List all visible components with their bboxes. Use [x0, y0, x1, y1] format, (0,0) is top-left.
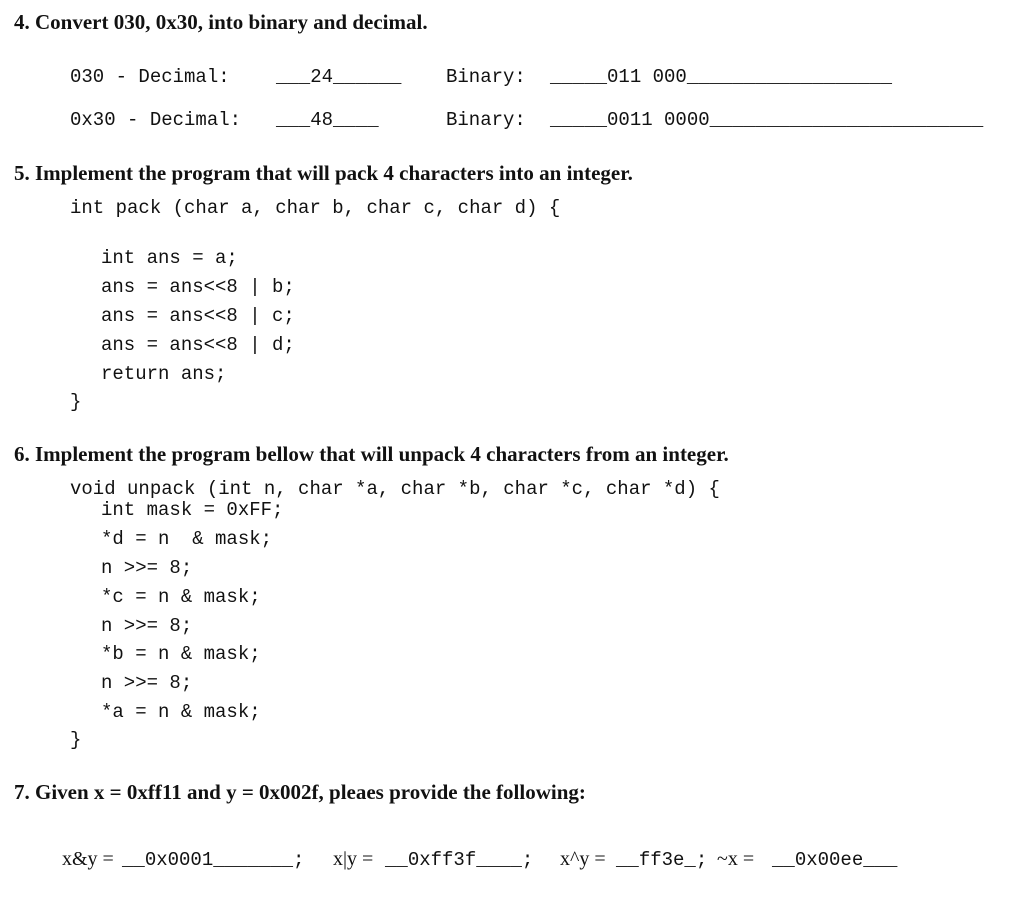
q6-function-signature: void unpack (int n, char *a, char *b, char *c, char *d) {: [70, 478, 720, 500]
q4-binary-answer: _____011 000__________________: [550, 66, 893, 88]
closing-brace: }: [70, 391, 82, 413]
code-line: ans = ans<<8 | b;: [101, 276, 295, 298]
q5-function-signature: int pack (char a, char b, char c, char d) {: [70, 197, 561, 219]
q4-binary-label: Binary:: [446, 109, 526, 131]
closing-brace: }: [70, 729, 82, 751]
q4-row-label: 030 - Decimal:: [70, 66, 230, 88]
code-line: n >>= 8;: [101, 557, 193, 579]
question-4-title: 4. Convert 030, 0x30, into binary and decimal.: [14, 10, 428, 34]
question-7-title: 7. Given x = 0xff11 and y = 0x002f, pleaes provide the following:: [14, 780, 586, 804]
or-answer: __0xff3f____;: [385, 849, 534, 871]
xor-label: x^y =: [560, 848, 606, 870]
q4-decimal-answer: ___48____: [276, 109, 379, 131]
xor-answer: __ff3e_;: [616, 849, 708, 871]
not-label: ~x =: [717, 848, 755, 870]
not-answer: __0x00ee___: [772, 849, 898, 871]
and-answer: __0x0001_______;: [122, 849, 305, 871]
q4-row-label: 0x30 - Decimal:: [70, 109, 242, 131]
code-line: n >>= 8;: [101, 615, 193, 637]
code-line: int ans = a;: [101, 247, 238, 269]
question-5-title: 5. Implement the program that will pack 4 characters into an integer.: [14, 161, 633, 185]
code-line: *b = n & mask;: [101, 643, 261, 665]
and-label: x&y =: [62, 848, 114, 870]
q4-binary-label: Binary:: [446, 66, 526, 88]
code-line: ans = ans<<8 | c;: [101, 305, 295, 327]
code-line: ans = ans<<8 | d;: [101, 334, 295, 356]
q4-decimal-answer: ___24______: [276, 66, 402, 88]
q4-binary-answer: _____0011 0000________________________: [550, 109, 984, 131]
code-line: *a = n & mask;: [101, 701, 261, 723]
code-line: *c = n & mask;: [101, 586, 261, 608]
question-6-title: 6. Implement the program bellow that will unpack 4 characters from an integer.: [14, 442, 729, 466]
code-line: *d = n & mask;: [101, 528, 273, 550]
code-line: int mask = 0xFF;: [101, 499, 284, 521]
or-label: x|y =: [333, 848, 374, 870]
code-line: n >>= 8;: [101, 672, 193, 694]
code-line: return ans;: [101, 363, 227, 385]
